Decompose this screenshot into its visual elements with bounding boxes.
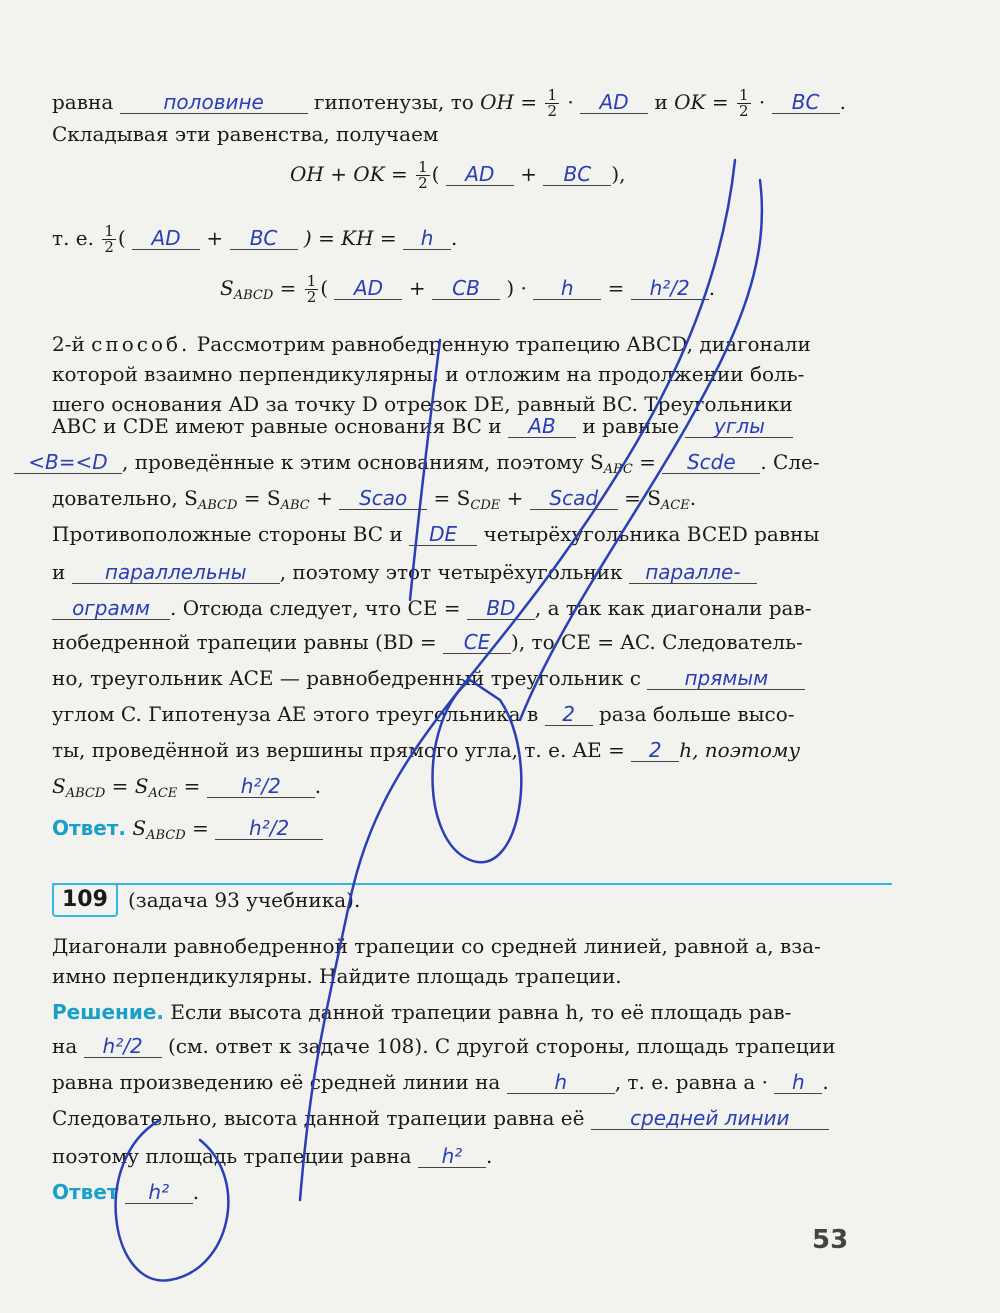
- task-reference: (задача 93 учебника).: [128, 888, 361, 912]
- text-line: углом C. Гипотенуза AE этого треугольника в 2 раза больше высо-: [52, 702, 795, 726]
- fraction: $\frac{1}{2}$: [418, 158, 428, 192]
- handwritten-answer: <B=<D: [14, 451, 122, 474]
- handwritten-answer: средней линии: [591, 1107, 829, 1130]
- text-line: довательно, $S_{ABCD} = S_{ABC}$ + Scao = $S_{CDE}$ + Scad = $S_{ACE}$.: [52, 486, 697, 513]
- text-line: 2-й способ. Рассмотрим равнобедренную трапецию ABCD, диагонали: [52, 332, 811, 356]
- handwritten-answer: Scao: [339, 487, 427, 510]
- handwritten-answer: h²/2: [631, 277, 709, 300]
- page-number: 53: [812, 1225, 849, 1255]
- task-condition: имно перпендикулярны. Найдите площадь трапеции.: [52, 964, 622, 988]
- answer-label: Ответ.: [52, 816, 127, 840]
- handwritten-answer: ограмм: [52, 597, 170, 620]
- handwritten-answer: AD: [580, 91, 648, 114]
- answer-label: Ответ: [52, 1180, 119, 1204]
- text-line: Складывая эти равенства, получаем: [52, 122, 439, 146]
- handwritten-answer: прямым: [647, 667, 805, 690]
- handwritten-answer: AD: [334, 277, 402, 300]
- fraction: $\frac{1}{2}$: [547, 86, 558, 120]
- text-line: и параллельны , поэтому этот четырёхугольник паралле-: [52, 556, 892, 588]
- handwritten-answer: углы: [685, 415, 793, 438]
- handwritten-answer: Scad: [530, 487, 618, 510]
- text-line: Решение. Если высота данной трапеции равна h, то её площадь рав-: [52, 1000, 792, 1024]
- handwritten-answer: паралле-: [629, 561, 757, 584]
- handwritten-answer: BC: [543, 163, 611, 186]
- text-line: нобедренной трапеции равны (BD = CE ), то CE = AC. Следователь-: [52, 630, 803, 654]
- handwritten-answer: CB: [432, 277, 500, 300]
- fraction: $\frac{1}{2}$: [104, 222, 114, 256]
- text-line: на h²/2 (см. ответ к задаче 108). С другой стороны, площадь трапеции: [52, 1034, 836, 1058]
- handwritten-answer: AD: [446, 163, 514, 186]
- handwritten-answer: h²/2: [207, 775, 315, 798]
- handwritten-answer: h²: [125, 1181, 193, 1204]
- handwritten-answer: CE: [443, 631, 511, 654]
- handwritten-answer: AB: [508, 415, 576, 438]
- text-line: Противоположные стороны BC и DE четырёхугольника BCED равны: [52, 522, 820, 546]
- handwritten-answer: половине: [120, 91, 308, 114]
- handwritten-answer: h²: [418, 1145, 486, 1168]
- text-line: шего основания AD за точку D отрезок DE, равный BC. Треугольники: [52, 392, 793, 416]
- handwritten-answer: 2: [631, 739, 679, 762]
- formula-line: OH + OK = $\frac{1}{2}$ ( AD + BC ),: [290, 158, 626, 192]
- formula-line: $S_{ABCD} = S_{ACE} = h^2/2$ .: [52, 774, 322, 801]
- task-condition: Диагонали равнобедренной трапеции со средней линией, равной a, вза-: [52, 934, 821, 958]
- handwritten-answer: h²/2: [215, 817, 323, 840]
- text-line: <B=<D , проведённые к этим основаниям, поэтому $S_{ABC}$ = Scde . Сле-: [14, 446, 894, 486]
- handwritten-answer: 2: [545, 703, 593, 726]
- text-line: Следовательно, высота данной трапеции равна её средней линии: [52, 1102, 892, 1134]
- handwritten-answer: h: [507, 1071, 615, 1094]
- answer-line: Ответ. $S_{ABCD} = h^2/2$: [52, 812, 892, 852]
- text-line: равна произведению её средней линии на h , т. е. равна a · h .: [52, 1070, 829, 1094]
- handwritten-answer: BC: [230, 227, 298, 250]
- fraction: $\frac{1}{2}$: [738, 86, 749, 120]
- handwritten-answer: DE: [409, 523, 477, 546]
- text-line: ABC и CDE имеют равные основания BC и AB и равные углы: [52, 410, 892, 442]
- task-number-badge: 109: [52, 883, 118, 917]
- handwritten-answer: AD: [132, 227, 200, 250]
- handwritten-answer: h²/2: [84, 1035, 162, 1058]
- text-line: поэтому площадь трапеции равна h² .: [52, 1144, 493, 1168]
- text-line: но, треугольник ACE — равнобедренный треугольник с прямым: [52, 662, 892, 694]
- handwritten-answer: Scde: [662, 451, 760, 474]
- handwritten-answer: параллельны: [72, 561, 280, 584]
- formula-line: т. е. $\frac{1}{2}$ ( AD + BC ) = KH = h .: [52, 222, 458, 256]
- handwritten-answer: h: [774, 1071, 822, 1094]
- fraction: $\frac{1}{2}$: [306, 272, 317, 306]
- handwritten-answer: BD: [467, 597, 535, 620]
- text-line: ты, проведённой из вершины прямого угла, т. е. AE = 2 h, поэтому: [52, 738, 801, 762]
- handwritten-answer: BC: [772, 91, 840, 114]
- text-line: ограмм . Отсюда следует, что CE = BD , а так как диагонали рав-: [52, 592, 892, 624]
- answer-line: Ответ h² .: [52, 1180, 200, 1204]
- text-line: которой взаимно перпендикулярны, и отложим на продолжении боль-: [52, 362, 805, 386]
- handwritten-answer: h: [533, 277, 601, 300]
- handwritten-answer: h: [403, 227, 451, 250]
- formula-line: $S_{ABCD}$ = $\frac{1}{2}$ ( AD + CB ) · h = h²/2 .: [220, 272, 716, 306]
- text-line: равна половине гипотенузы, то OH = $\frac{1}{2}$ · AD и OK = $\frac{1}{2}$ · BC .: [52, 86, 846, 120]
- solution-label: Решение.: [52, 1000, 165, 1024]
